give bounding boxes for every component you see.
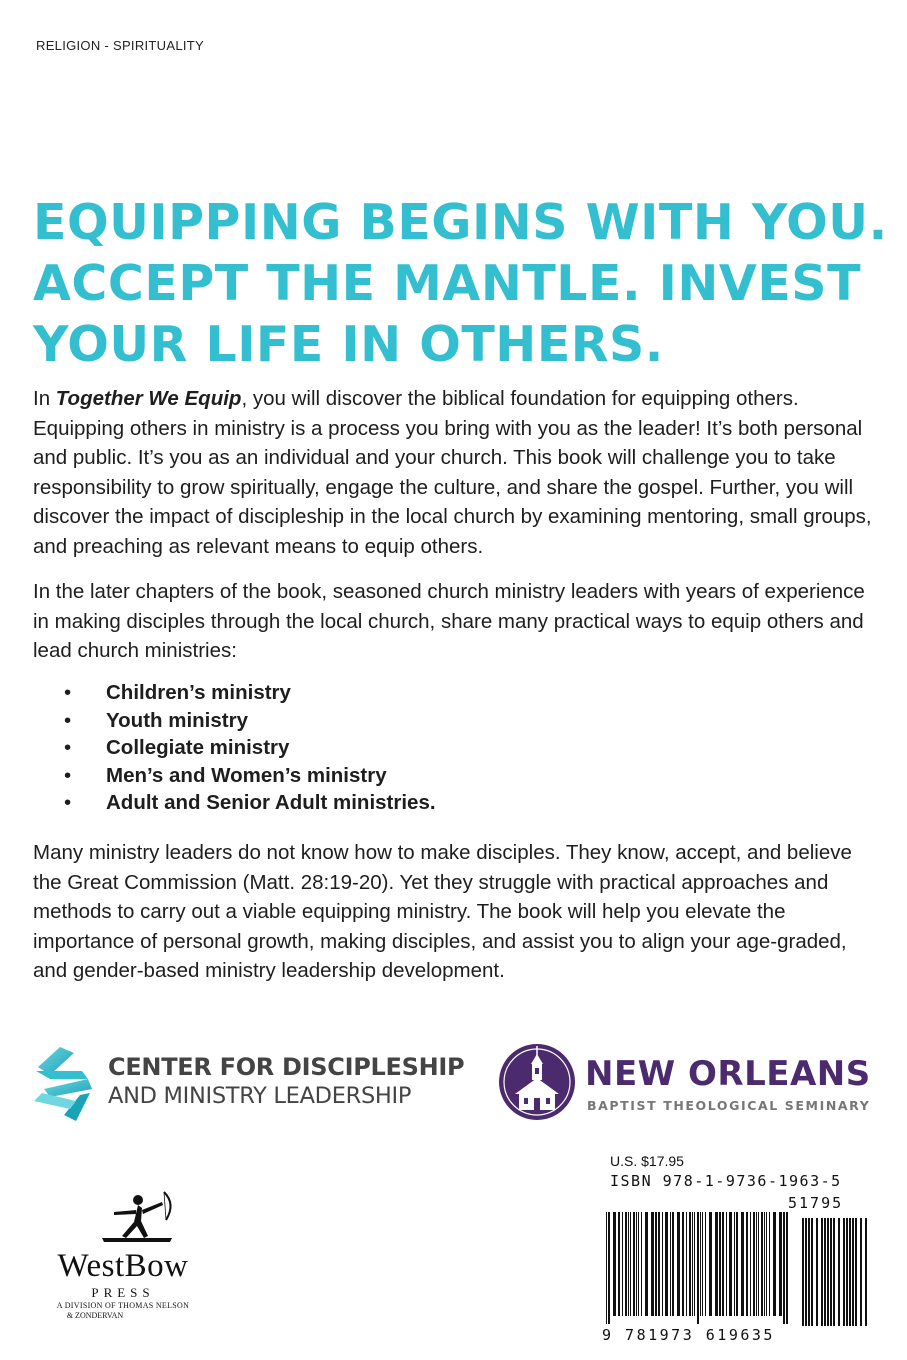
barcode-bar bbox=[783, 1212, 785, 1324]
barcode-bar bbox=[802, 1218, 804, 1326]
list-item bbox=[64, 679, 564, 707]
barcode-digits: 9 781973 619635 bbox=[602, 1326, 775, 1344]
barcode-bar bbox=[753, 1212, 755, 1316]
barcode-bar bbox=[636, 1212, 637, 1316]
seminary-name: NEW ORLEANS bbox=[585, 1054, 871, 1094]
barcode-bar bbox=[709, 1212, 712, 1316]
barcode-bar bbox=[746, 1212, 748, 1316]
swirl-emblem-icon bbox=[30, 1045, 96, 1125]
closing-paragraph: Many ministry leaders do not know how to make disciples. They know, accept, and believe the Great Commission (Matt. 28:19-20). Yet they struggle with practical approaches and methods to carry out a viable equipping ministry. The book will help you elevate the importance of personal growth, making disciples, and assist you to align your age-graded, and gender-based ministry leadership development. bbox=[33, 841, 852, 983]
barcode-bar bbox=[606, 1212, 607, 1324]
bullet-icon: • bbox=[64, 791, 72, 815]
barcode-bar bbox=[670, 1212, 671, 1316]
list-item bbox=[64, 789, 564, 817]
center-name-line2: AND MINISTRY LEADERSHIP bbox=[108, 1083, 412, 1109]
barcode-bar bbox=[622, 1212, 623, 1316]
barcode-bar bbox=[808, 1218, 810, 1326]
list-item-label: Children’s ministry bbox=[106, 681, 291, 704]
barcode-bar bbox=[625, 1212, 627, 1316]
barcode-bar bbox=[805, 1218, 807, 1326]
barcode-bar bbox=[665, 1212, 668, 1316]
barcode-bar bbox=[838, 1218, 840, 1326]
barcode-bar bbox=[786, 1212, 788, 1324]
center-discipleship-logo bbox=[30, 1045, 490, 1125]
barcode-bar bbox=[855, 1218, 857, 1326]
barcode-bar bbox=[658, 1212, 660, 1316]
publisher-name: WestBow bbox=[57, 1248, 189, 1284]
barcode-bar bbox=[741, 1212, 744, 1316]
list-item bbox=[64, 734, 564, 762]
barcode-bar bbox=[726, 1212, 727, 1316]
barcode-bar bbox=[758, 1212, 759, 1316]
barcode-bar bbox=[628, 1212, 629, 1316]
barcode-bar bbox=[846, 1218, 848, 1326]
barcode-bar bbox=[816, 1218, 818, 1326]
barcode-bar bbox=[865, 1218, 867, 1326]
barcode-bar bbox=[736, 1212, 738, 1316]
barcode-bar bbox=[630, 1212, 631, 1316]
ministry-list bbox=[64, 679, 564, 817]
publisher-division: A DIVISION OF THOMAS NELSON bbox=[56, 1301, 190, 1310]
barcode-bar bbox=[672, 1212, 674, 1316]
intro-lead: In bbox=[33, 387, 56, 410]
publisher-division: & ZONDERVAN bbox=[66, 1311, 124, 1320]
list-item-label: Men’s and Women’s ministry bbox=[106, 763, 387, 787]
barcode-bar bbox=[645, 1212, 648, 1316]
publisher-press: PRESS bbox=[91, 1285, 155, 1300]
barcode-bar bbox=[692, 1212, 693, 1316]
barcode-bar bbox=[638, 1212, 639, 1316]
barcode-bar bbox=[719, 1212, 721, 1316]
barcode-bar bbox=[766, 1212, 767, 1316]
barcode-bar bbox=[613, 1212, 616, 1316]
bullet-icon: • bbox=[64, 681, 72, 704]
chapel-seal-icon bbox=[497, 1042, 577, 1122]
barcode-bar bbox=[821, 1218, 823, 1326]
price-code: 51795 bbox=[788, 1194, 844, 1212]
barcode-bar bbox=[633, 1212, 635, 1316]
barcode-bar bbox=[827, 1218, 829, 1326]
barcode-bar bbox=[662, 1212, 663, 1316]
barcode-bar bbox=[764, 1212, 765, 1316]
intro-paragraph bbox=[33, 384, 875, 562]
seminary-subtitle: BAPTIST THEOLOGICAL SEMINARY bbox=[587, 1098, 871, 1113]
barcode-bar bbox=[811, 1218, 813, 1326]
barcode-bar bbox=[779, 1212, 782, 1316]
barcode-bar bbox=[715, 1212, 718, 1316]
barcode-bar bbox=[830, 1218, 832, 1326]
barcode-bar bbox=[860, 1218, 862, 1326]
list-item bbox=[64, 762, 564, 790]
headline-line: ACCEPT THE MANTLE. INVEST bbox=[33, 255, 862, 312]
barcode-bar bbox=[651, 1212, 654, 1316]
headline-line: YOUR LIFE IN OTHERS. bbox=[33, 316, 664, 373]
archer-icon bbox=[92, 1190, 182, 1248]
barcode-bar bbox=[618, 1212, 620, 1316]
category-label: RELIGION - SPIRITUALITY bbox=[36, 38, 204, 53]
list-item-label: Collegiate ministry bbox=[106, 736, 290, 760]
barcode-bar bbox=[843, 1218, 845, 1326]
barcode-bar bbox=[700, 1212, 701, 1316]
barcode-bar bbox=[824, 1218, 826, 1326]
barcode-bar bbox=[852, 1218, 854, 1326]
isbn-label: ISBN 978-1-9736-1963-5 bbox=[610, 1172, 842, 1190]
seminary-logo bbox=[497, 1042, 887, 1132]
barcode-bar bbox=[761, 1212, 763, 1316]
barcode-bar bbox=[697, 1212, 699, 1324]
barcode-bar bbox=[689, 1212, 691, 1316]
barcode-bar bbox=[722, 1212, 724, 1316]
barcode-bar bbox=[729, 1212, 732, 1316]
barcode-bar bbox=[608, 1212, 610, 1324]
intro-rest: , you will discover the biblical foundation for equipping others. Equipping others in ministry is a process you bring with you as the leader! It’s both personal and public. It’s you as an individual and your church. This book will challenge you to take responsibility to grow spiritually, engage the culture, and share the gospel. Further, you will discover the impact of discipleship in the local church by examining mentoring, small groups, and preaching as relevant means to equip others. bbox=[33, 387, 872, 558]
barcode-bar bbox=[677, 1212, 680, 1316]
barcode-bar bbox=[655, 1212, 657, 1316]
list-item bbox=[64, 707, 564, 735]
price-label: U.S. $17.95 bbox=[610, 1153, 684, 1169]
barcode-bar bbox=[686, 1212, 687, 1316]
bullet-icon: • bbox=[64, 763, 72, 787]
barcode-bar bbox=[641, 1212, 642, 1316]
barcode-bar bbox=[769, 1212, 770, 1316]
barcode-bar bbox=[694, 1212, 695, 1316]
barcode-bar bbox=[682, 1212, 684, 1316]
book-title: Together We Equip bbox=[55, 387, 242, 410]
barcode-bar bbox=[833, 1218, 835, 1326]
bullet-icon: • bbox=[64, 736, 72, 760]
center-name-line1: CENTER FOR DISCIPLESHIP bbox=[108, 1053, 465, 1081]
barcode-bar bbox=[750, 1212, 751, 1316]
headline bbox=[33, 192, 888, 375]
barcode-bar bbox=[734, 1212, 735, 1316]
barcode-bar bbox=[756, 1212, 757, 1316]
barcode-bar bbox=[849, 1218, 851, 1326]
bullet-icon: • bbox=[64, 708, 72, 732]
isbn-barcode bbox=[600, 1212, 870, 1327]
barcode-bar bbox=[773, 1212, 776, 1316]
barcode-bar bbox=[705, 1212, 706, 1316]
list-item-label: Adult and Senior Adult ministries. bbox=[106, 791, 436, 815]
list-item-label: Youth ministry bbox=[106, 708, 248, 732]
chapters-paragraph: In the later chapters of the book, seasoned church ministry leaders with years of experience in making disciples through the local church, share many practical ways to equip others and lead church ministries: bbox=[33, 580, 865, 663]
publisher-logo bbox=[30, 1190, 220, 1330]
barcode-bar bbox=[702, 1212, 703, 1316]
headline-line: EQUIPPING BEGINS WITH YOU. bbox=[33, 194, 888, 251]
